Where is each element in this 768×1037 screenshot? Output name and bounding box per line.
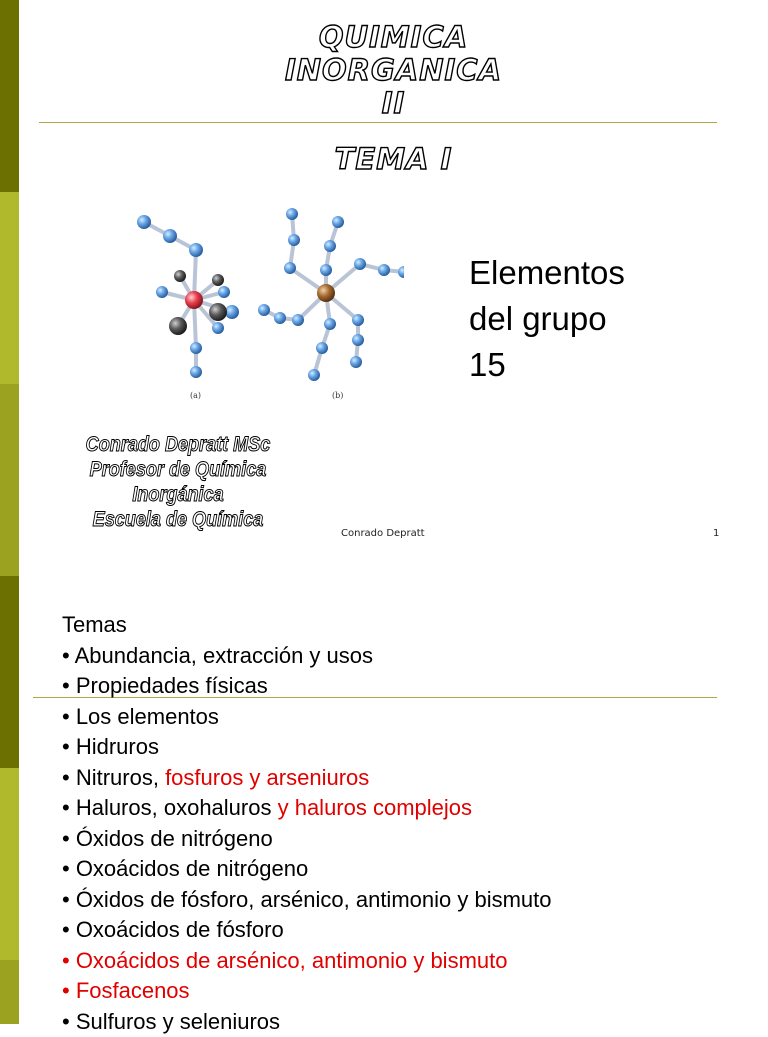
title-divider — [39, 122, 717, 123]
topic-text: • Los elementos — [62, 704, 219, 729]
sidebar-stripe — [0, 0, 19, 1024]
topic-text: • Nitruros, — [62, 765, 165, 790]
topic-text: • Óxidos de nitrógeno — [62, 826, 273, 851]
topic-text-highlight: • Fosfacenos — [62, 978, 190, 1003]
heading-line: del grupo — [469, 296, 625, 342]
sidebar-band — [0, 768, 19, 960]
topic-text: • Óxidos de fósforo, arsénico, antimonio y bismuto — [62, 887, 552, 912]
topic-text: Temas — [62, 612, 127, 637]
heading-line: Elementos — [469, 250, 625, 296]
author-credits — [53, 432, 302, 532]
topic-item — [62, 793, 552, 824]
topic-item — [62, 1007, 552, 1037]
sidebar-band — [0, 192, 19, 384]
course-title-line-2: INORGANICA — [19, 55, 768, 86]
topic-item — [62, 702, 552, 733]
topic-item — [62, 610, 552, 641]
topic-text: • Oxoácidos de fósforo — [62, 917, 284, 942]
topic-text-highlight: y haluros complejos — [278, 795, 472, 820]
topic-item — [62, 885, 552, 916]
figure-label-b: (b) — [332, 391, 343, 400]
course-title-line-1: QUIMICA — [19, 22, 768, 53]
title-slide — [19, 0, 768, 566]
molecular-structure-figure — [114, 200, 404, 415]
tema-heading: TEMA I — [19, 144, 768, 175]
topic-text: • Propiedades físicas — [62, 673, 268, 698]
sidebar-band — [0, 576, 19, 768]
credit-line: Escuela de Química — [53, 507, 302, 532]
topic-text: • Oxoácidos de nitrógeno — [62, 856, 308, 881]
topic-text-highlight: • Oxoácidos de arsénico, antimonio y bismuto — [62, 948, 507, 973]
topic-text-highlight: fosfuros y arseniuros — [165, 765, 369, 790]
topic-item — [62, 976, 552, 1007]
heading-line: 15 — [469, 342, 625, 388]
topic-text: • Hidruros — [62, 734, 159, 759]
topic-item — [62, 946, 552, 977]
topic-text: • Sulfuros y seleniuros — [62, 1009, 280, 1034]
figure-label-a: (a) — [190, 391, 201, 400]
course-title-line-3: II — [19, 88, 768, 119]
sidebar-band — [0, 960, 19, 1024]
topic-item — [62, 915, 552, 946]
atoms-a — [137, 215, 239, 378]
topic-text: • Haluros, oxohaluros — [62, 795, 278, 820]
topic-item — [62, 732, 552, 763]
topic-item — [62, 671, 552, 702]
topics-list — [62, 610, 552, 1037]
topic-item — [62, 854, 552, 885]
topics-slide — [19, 566, 768, 1024]
credit-line: Profesor de Química Inorgánica — [53, 457, 302, 507]
page-number: 1 — [713, 528, 719, 539]
slide-heading — [469, 250, 625, 388]
credit-line: Conrado Depratt MSc — [53, 432, 302, 457]
topic-item — [62, 824, 552, 855]
topic-item — [62, 641, 552, 672]
sidebar-band — [0, 384, 19, 576]
topic-text: • Abundancia, extracción y usos — [62, 643, 373, 668]
sidebar-band — [0, 0, 19, 192]
footer-author: Conrado Depratt — [341, 528, 425, 539]
topic-item — [62, 763, 552, 794]
atoms-b — [258, 208, 404, 381]
